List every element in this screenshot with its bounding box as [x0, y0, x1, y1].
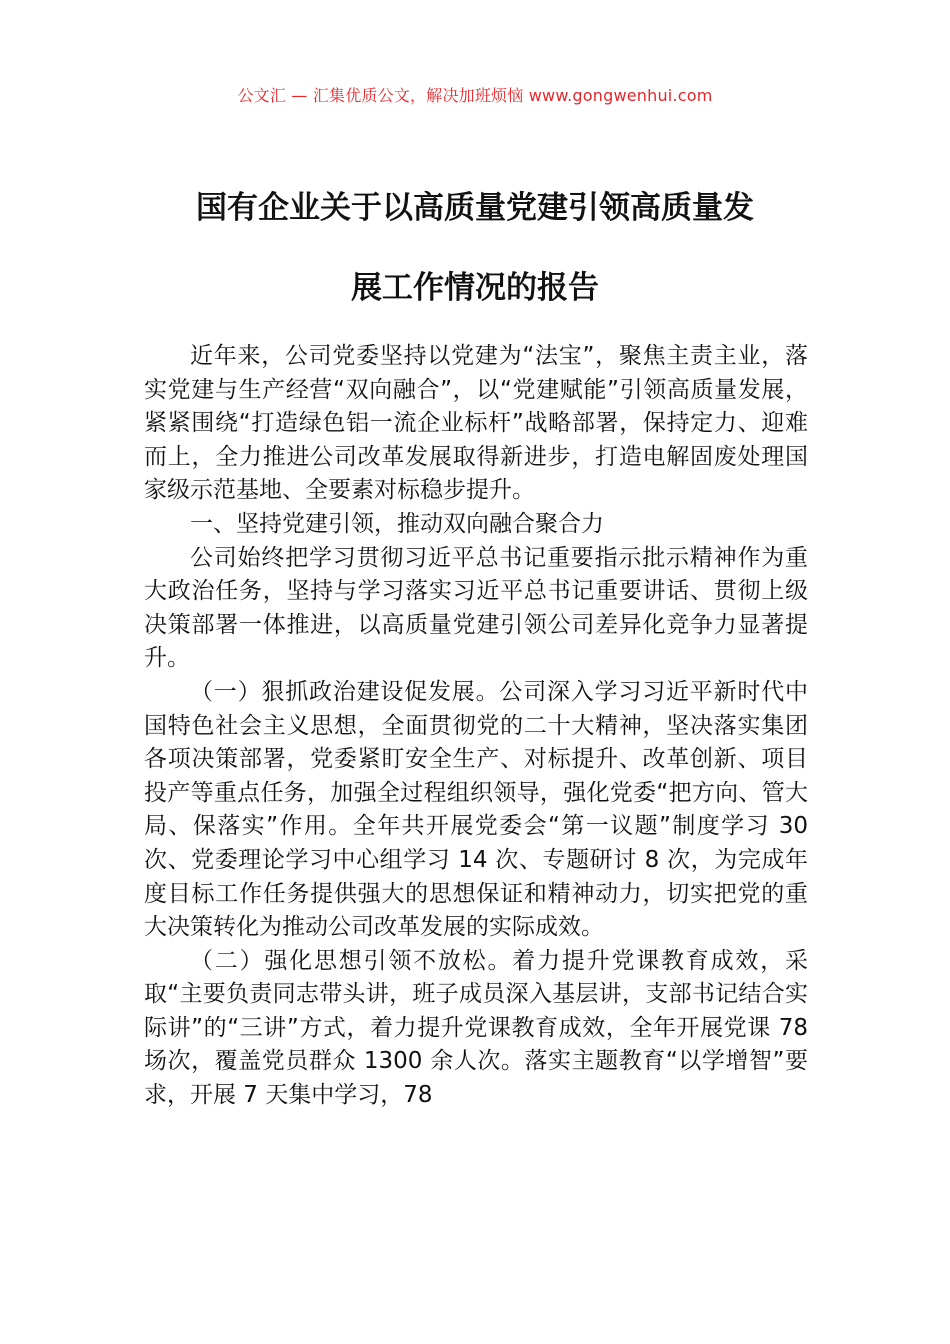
title-line-1: 国有企业关于以高质量党建引领高质量发	[196, 190, 754, 226]
document-body	[144, 340, 808, 1113]
site-banner: 公文汇 — 汇集优质公文，解决加班烦恼 www.gongwenhui.com	[237, 86, 713, 105]
section-1-paragraph: 公司始终把学习贯彻习近平总书记重要指示批示精神作为重大政治任务，坚持与学习落实习近平总书记重要讲话、贯彻上级决策部署一体推进，以高质量党建引领公司差异化竞争力显著提升。	[144, 544, 808, 672]
intro-paragraph: 近年来，公司党委坚持以党建为“法宝”，聚焦主责主业，落实党建与生产经营“双向融合”，以“党建赋能”引领高质量发展，紧紧围绕“打造绿色铝一流企业标杆”战略部署，保持定力、迎难而上，全力推进公司改革发展取得新进步，打造电解固废处理国家级示范基地、全要素对标稳步提升。	[144, 343, 808, 504]
subsection-2-paragraph: （二）强化思想引领不放松。着力提升党课教育成效，采取“主要负责同志带头讲，班子成员深入基层讲，支部书记结合实际讲”的“三讲”方式，着力提升党课教育成效，全年开展党课 78 场次，覆盖党员群众 1300 余人次。落实主题教育“以学增智”要求，开展 7 天集中学习，78	[144, 947, 808, 1109]
title-line-2: 展工作情况的报告	[351, 270, 599, 306]
subsection-1-paragraph: （一）狠抓政治建设促发展。公司深入学习习近平新时代中国特色社会主义思想，全面贯彻党的二十大精神，坚决落实集团各项决策部署，党委紧盯安全生产、对标提升、改革创新、项目投产等重点任务，加强全过程组织领导，强化党委“把方向、管大局、保落实”作用。全年共开展党委会“第一议题”制度学习 30 次、党委理论学习中心组学习 14 次、专题研讨 8 次，为完成年度目标工作任务提供强大的思想保证和精神动力，切实把党的重大决策转化为推动公司改革发展的实际成效。	[144, 678, 808, 941]
section-heading-1: 一、坚持党建引领，推动双向融合聚合力	[190, 510, 604, 537]
document-title	[110, 168, 840, 328]
